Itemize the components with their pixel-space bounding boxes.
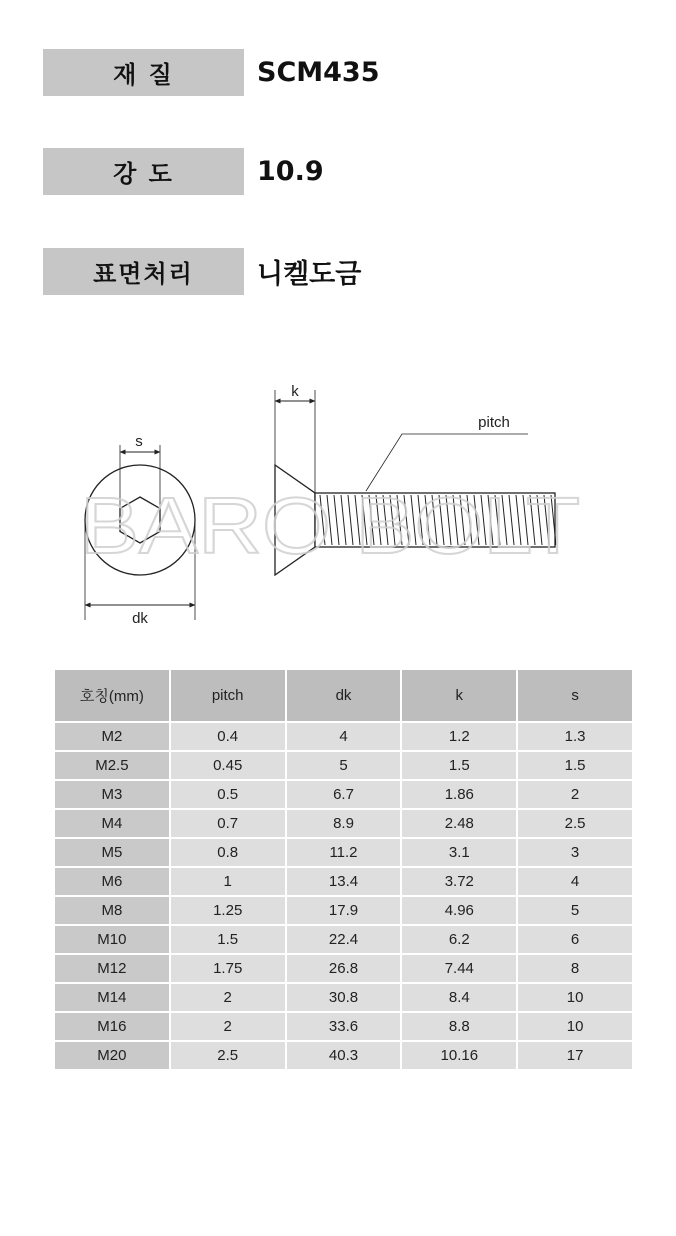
- cell-k: 8.4: [402, 984, 516, 1011]
- cell-k: 2.48: [402, 810, 516, 837]
- cell-size: M2: [55, 723, 169, 750]
- cell-size: M8: [55, 897, 169, 924]
- cell-pitch: 1.25: [171, 897, 285, 924]
- spec-material-value: SCM435: [257, 57, 380, 88]
- spec-strength: [43, 148, 643, 195]
- spec-surface: [43, 248, 643, 295]
- header-s: s: [518, 670, 632, 721]
- cell-s: 6: [518, 926, 632, 953]
- cell-dk: 13.4: [287, 868, 401, 895]
- cell-dk: 17.9: [287, 897, 401, 924]
- cell-dk: 4: [287, 723, 401, 750]
- cell-size: M3: [55, 781, 169, 808]
- cell-size: M5: [55, 839, 169, 866]
- label-dk: dk: [132, 610, 148, 627]
- table-row: [55, 955, 632, 982]
- table-row: [55, 926, 632, 953]
- cell-size: M20: [55, 1042, 169, 1069]
- spec-surface-label: 표면처리: [43, 248, 244, 295]
- cell-pitch: 0.7: [171, 810, 285, 837]
- table-row: [55, 723, 632, 750]
- cell-s: 4: [518, 868, 632, 895]
- cell-size: M2.5: [55, 752, 169, 779]
- cell-s: 1.5: [518, 752, 632, 779]
- cell-s: 1.3: [518, 723, 632, 750]
- cell-size: M10: [55, 926, 169, 953]
- cell-k: 1.5: [402, 752, 516, 779]
- cell-size: M4: [55, 810, 169, 837]
- cell-s: 8: [518, 955, 632, 982]
- cell-size: M12: [55, 955, 169, 982]
- cell-pitch: 0.8: [171, 839, 285, 866]
- bolt-diagram: [0, 370, 676, 640]
- cell-dk: 26.8: [287, 955, 401, 982]
- cell-k: 7.44: [402, 955, 516, 982]
- table-row: [55, 752, 632, 779]
- cell-pitch: 1: [171, 868, 285, 895]
- cell-dk: 5: [287, 752, 401, 779]
- dimension-table: [53, 668, 634, 1071]
- cell-pitch: 0.45: [171, 752, 285, 779]
- table-row: [55, 868, 632, 895]
- spec-strength-label: 강 도: [43, 148, 244, 195]
- cell-s: 3: [518, 839, 632, 866]
- cell-size: M6: [55, 868, 169, 895]
- cell-s: 5: [518, 897, 632, 924]
- cell-pitch: 1.75: [171, 955, 285, 982]
- cell-dk: 11.2: [287, 839, 401, 866]
- cell-pitch: 2.5: [171, 1042, 285, 1069]
- cell-s: 10: [518, 1013, 632, 1040]
- table-row: [55, 897, 632, 924]
- cell-s: 2.5: [518, 810, 632, 837]
- cell-pitch: 0.4: [171, 723, 285, 750]
- table-row: [55, 839, 632, 866]
- spec-material: [43, 49, 643, 96]
- header-pitch: pitch: [171, 670, 285, 721]
- header-k: k: [402, 670, 516, 721]
- cell-dk: 6.7: [287, 781, 401, 808]
- cell-k: 1.86: [402, 781, 516, 808]
- cell-k: 1.2: [402, 723, 516, 750]
- cell-dk: 40.3: [287, 1042, 401, 1069]
- cell-s: 2: [518, 781, 632, 808]
- cell-size: M14: [55, 984, 169, 1011]
- spec-material-label: 재 질: [43, 49, 244, 96]
- cell-k: 10.16: [402, 1042, 516, 1069]
- cell-size: M16: [55, 1013, 169, 1040]
- cell-k: 3.1: [402, 839, 516, 866]
- table-row: [55, 781, 632, 808]
- table-header-row: [55, 670, 632, 721]
- table-row: [55, 984, 632, 1011]
- label-s: s: [135, 433, 143, 450]
- cell-dk: 33.6: [287, 1013, 401, 1040]
- cell-pitch: 1.5: [171, 926, 285, 953]
- cell-s: 10: [518, 984, 632, 1011]
- cell-pitch: 2: [171, 1013, 285, 1040]
- cell-pitch: 2: [171, 984, 285, 1011]
- cell-dk: 8.9: [287, 810, 401, 837]
- header-designation: 호칭(mm): [55, 670, 169, 721]
- cell-k: 3.72: [402, 868, 516, 895]
- cell-s: 17: [518, 1042, 632, 1069]
- cell-dk: 22.4: [287, 926, 401, 953]
- table-row: [55, 1042, 632, 1069]
- watermark: BARO BOLT: [80, 481, 580, 570]
- cell-k: 6.2: [402, 926, 516, 953]
- spec-surface-value: 니켈도금: [257, 259, 362, 290]
- cell-dk: 30.8: [287, 984, 401, 1011]
- table-row: [55, 810, 632, 837]
- spec-strength-value: 10.9: [257, 156, 324, 187]
- cell-pitch: 0.5: [171, 781, 285, 808]
- table-row: [55, 1013, 632, 1040]
- label-pitch: pitch: [478, 414, 510, 431]
- cell-k: 4.96: [402, 897, 516, 924]
- cell-k: 8.8: [402, 1013, 516, 1040]
- label-k: k: [291, 383, 299, 400]
- header-dk: dk: [287, 670, 401, 721]
